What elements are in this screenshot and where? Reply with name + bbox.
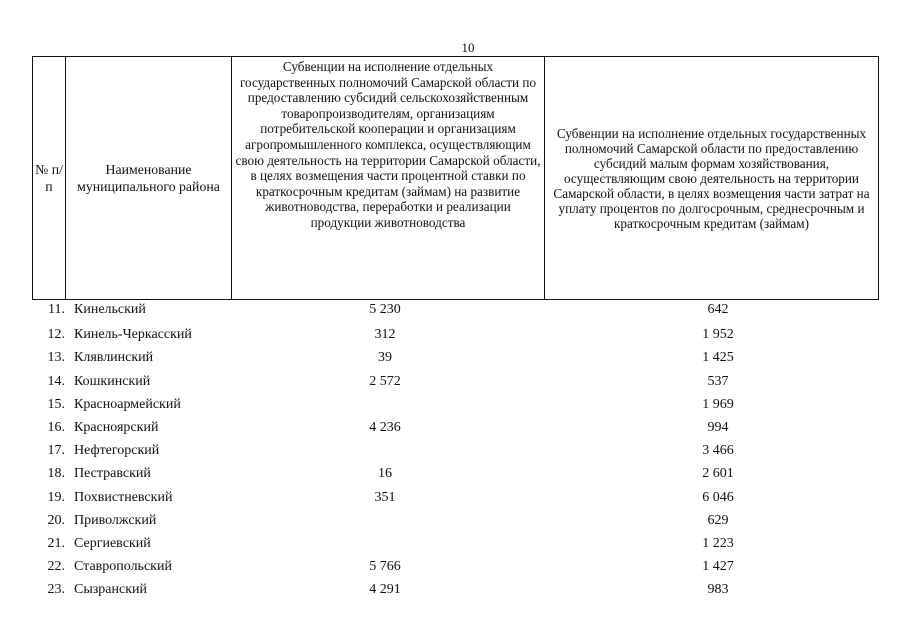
district-name: Пестравский [74,466,151,482]
district-name: Сергиевский [74,535,151,551]
district-name: Клявлинский [74,350,154,366]
value-livestock: 39 [378,350,392,366]
row-number: 21. [47,535,65,551]
table-row [32,300,878,323]
value-small-farms: 1 952 [702,327,734,343]
district-name: Приволжский [74,512,157,528]
table-row [32,509,878,532]
value-small-farms: 2 601 [702,466,734,482]
value-livestock: 2 572 [369,373,401,389]
value-small-farms: 6 046 [702,489,734,505]
district-name: Кошкинский [74,373,151,389]
table-row [32,439,878,462]
value-small-farms: 1 969 [702,396,734,412]
value-livestock: 5 230 [369,302,401,317]
table-row [32,462,878,485]
district-name: Сызранский [74,582,147,598]
row-number: 12. [47,327,65,343]
table-header [32,56,879,300]
table-row [32,532,878,555]
row-number: 19. [47,489,65,505]
value-small-farms: 629 [707,512,729,528]
value-small-farms: 1 427 [702,559,734,575]
header-subsidy-livestock: Субвенции на исполнение отдельных государственных полномочий Самарской области по предоставлению субсидий сельскохозяйственным товаропроизводителям, организациям потребительской кооперации и организациям агропромышленного комплекса, осуществляющим свою деятельность на территории Самарской области, в целях возмещения части процентной ставки по краткосрочным кредитам (займам) на развитие животноводства, переработки и реализации продукции животноводства [232,57,545,300]
row-number: 13. [47,350,65,366]
value-small-farms: 994 [707,419,729,435]
value-livestock: 5 766 [369,559,401,575]
value-small-farms: 1 223 [702,535,734,551]
table-row [32,370,878,393]
header-subsidy-small-farms: Субвенции на исполнение отдельных государственных полномочий Самарской области по предоставлению субсидий малым формам хозяйствования, осуществляющим свою деятельность на территории Самарской области, в целях возмещения части затрат на уплату процентов по долгосрочным, среднесрочным и краткосрочным кредитам (займам) [545,57,879,300]
value-livestock: 4 236 [369,419,401,435]
table-row [32,416,878,439]
page-number: 10 [461,40,475,55]
row-number: 22. [47,559,65,575]
district-name: Похвистневский [74,489,173,505]
table-row [32,346,878,369]
value-small-farms: 3 466 [702,443,734,459]
table-body [32,300,878,601]
row-number: 23. [47,582,65,598]
district-name: Ставропольский [74,559,172,575]
table-row [32,555,878,578]
value-livestock: 351 [374,489,396,505]
district-name: Нефтегорский [74,443,160,459]
value-livestock: 16 [378,466,392,482]
table-row [32,393,878,416]
district-name: Кинель-Черкасский [74,327,192,343]
value-small-farms: 537 [707,373,729,389]
district-name: Красноярский [74,419,159,435]
row-number: 16. [47,419,65,435]
row-number: 17. [47,443,65,459]
value-small-farms: 1 425 [702,350,734,366]
value-livestock: 312 [374,327,396,343]
table-row [32,578,878,601]
value-small-farms: 983 [707,582,729,598]
header-district-name: Наименование муниципального района [66,57,232,300]
value-small-farms: 642 [707,302,729,317]
district-name: Красноармейский [74,396,181,412]
row-number: 18. [47,466,65,482]
row-number: 15. [47,396,65,412]
row-number: 11. [48,302,65,317]
row-number: 20. [47,512,65,528]
value-livestock: 4 291 [369,582,401,598]
header-number: № п/п [33,57,66,300]
row-number: 14. [47,373,65,389]
table-row [32,486,878,509]
table-row [32,323,878,346]
district-name: Кинельский [74,302,146,317]
